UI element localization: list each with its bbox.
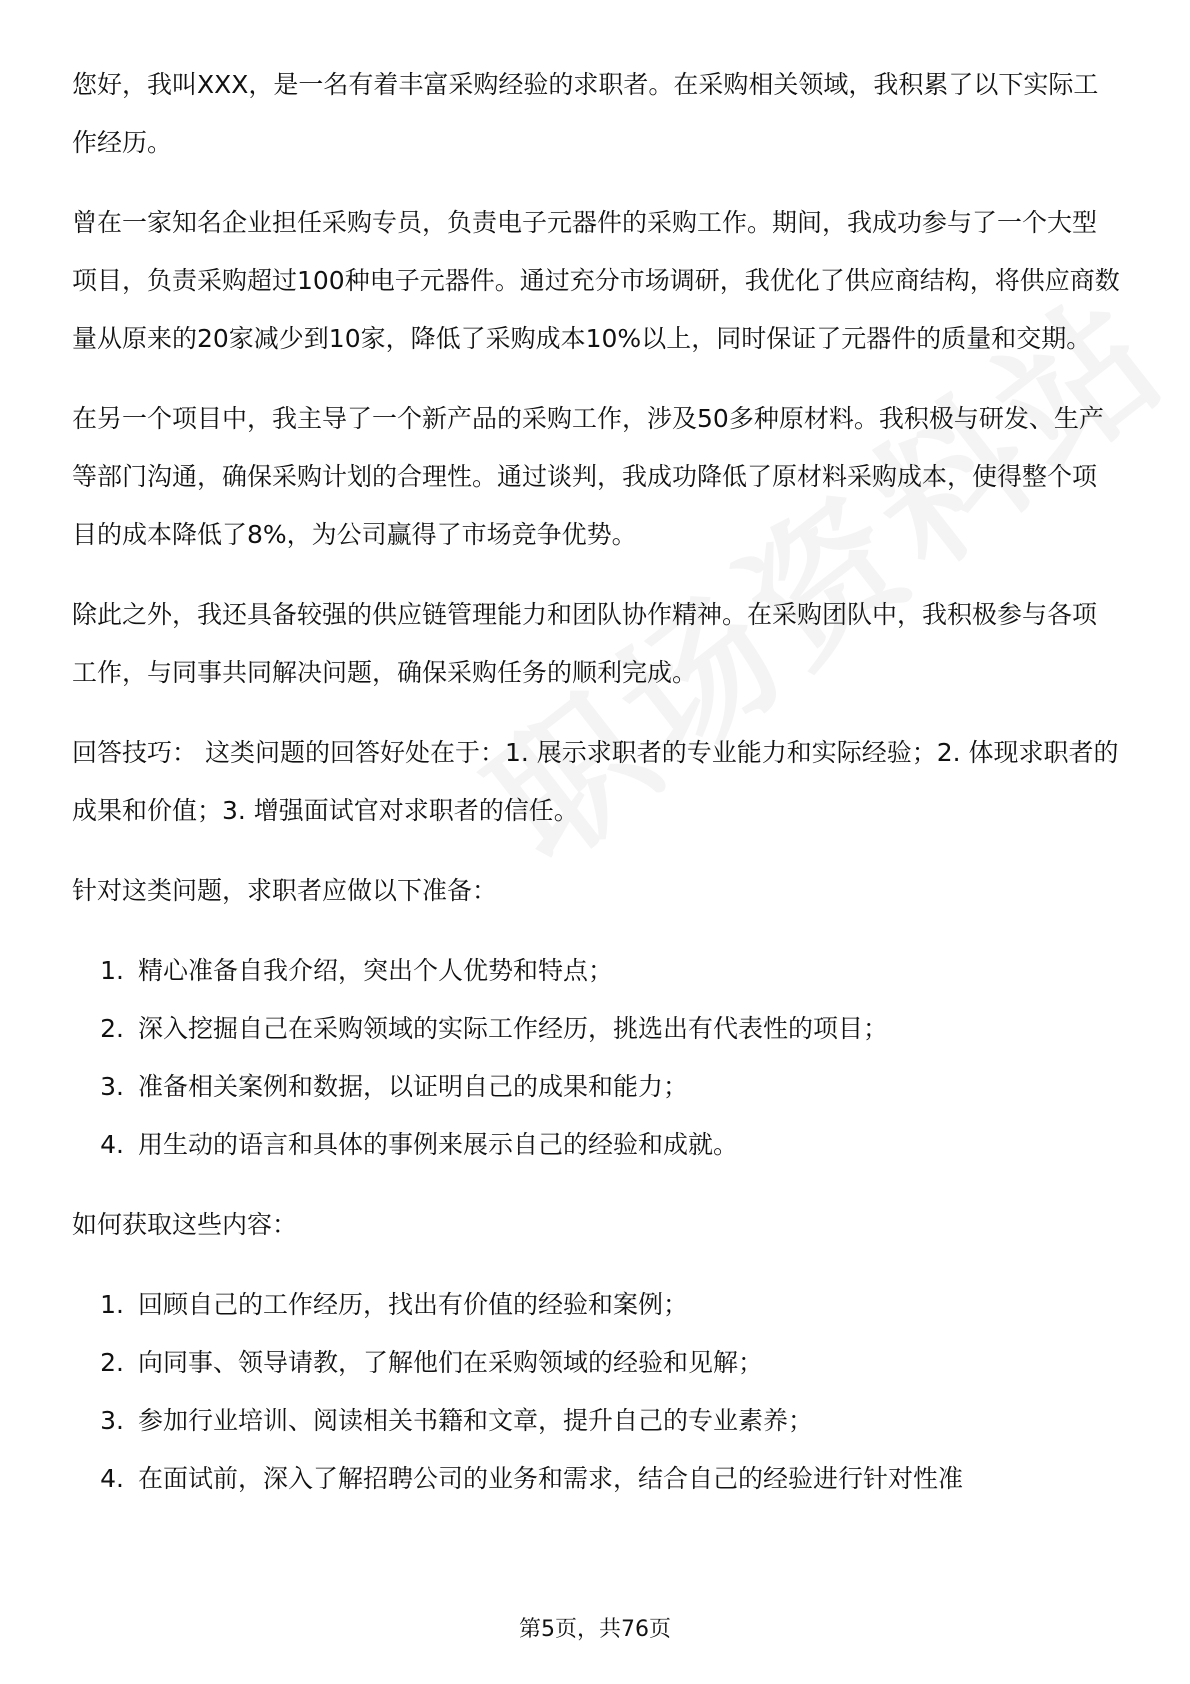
page-footer: 第5页，共76页 bbox=[519, 1617, 671, 1642]
list-item bbox=[72, 1058, 1120, 1116]
list-number: 4. bbox=[100, 1130, 124, 1159]
list-item bbox=[72, 1450, 1120, 1508]
list-number: 4. bbox=[100, 1464, 124, 1493]
list-number: 1. bbox=[100, 956, 124, 985]
list-number: 1. bbox=[100, 1290, 124, 1319]
how-list bbox=[72, 1276, 1120, 1508]
list-item bbox=[72, 1276, 1120, 1334]
list-text: 参加行业培训、阅读相关书籍和文章，提升自己的专业素养； bbox=[138, 1406, 814, 1435]
list-item bbox=[72, 1392, 1120, 1450]
paragraph-experience-1: 曾在一家知名企业担任采购专员，负责电子元器件的采购工作。期间，我成功参与了一个大型项目，负责采购超过100种电子元器件。通过充分市场调研，我优化了供应商结构，将供应商数量从原来的20家减少到10家，降低了采购成本10%以上，同时保证了元器件的质量和交期。 bbox=[72, 208, 1120, 353]
list-number: 2. bbox=[100, 1348, 124, 1377]
list-item bbox=[72, 942, 1120, 1000]
list-text: 用生动的语言和具体的事例来展示自己的经验和成就。 bbox=[138, 1130, 739, 1159]
list-item bbox=[72, 1334, 1120, 1392]
list-text: 在面试前，深入了解招聘公司的业务和需求，结合自己的经验进行针对性准 bbox=[138, 1464, 964, 1493]
paragraph-experience-2: 在另一个项目中，我主导了一个新产品的采购工作，涉及50多种原材料。我积极与研发、生产等部门沟通，确保采购计划的合理性。通过谈判，我成功降低了原材料采购成本，使得整个项目的成本降低了8%，为公司赢得了市场竞争优势。 bbox=[72, 404, 1104, 549]
list-text: 回顾自己的工作经历，找出有价值的经验和案例； bbox=[138, 1290, 689, 1319]
list-text: 精心准备自我介绍，突出个人优势和特点； bbox=[138, 956, 614, 985]
paragraph-answer-tips: 回答技巧： 这类问题的回答好处在于：1. 展示求职者的专业能力和实际经验；2. 体现求职者的成果和价值；3. 增强面试官对求职者的信任。 bbox=[72, 738, 1119, 825]
paragraph-prep-heading: 针对这类问题，求职者应做以下准备： bbox=[72, 876, 498, 905]
paragraph-skills: 除此之外，我还具备较强的供应链管理能力和团队协作精神。在采购团队中，我积极参与各项工作，与同事共同解决问题，确保采购任务的顺利完成。 bbox=[72, 600, 1098, 687]
list-item bbox=[72, 1116, 1120, 1174]
list-number: 3. bbox=[100, 1072, 124, 1101]
list-number: 2. bbox=[100, 1014, 124, 1043]
list-text: 向同事、领导请教，了解他们在采购领域的经验和见解； bbox=[138, 1348, 764, 1377]
list-item bbox=[72, 1000, 1120, 1058]
paragraph-intro: 您好，我叫XXX，是一名有着丰富采购经验的求职者。在采购相关领域，我积累了以下实际工作经历。 bbox=[72, 70, 1099, 157]
list-number: 3. bbox=[100, 1406, 124, 1435]
list-text: 准备相关案例和数据，以证明自己的成果和能力； bbox=[138, 1072, 689, 1101]
list-text: 深入挖掘自己在采购领域的实际工作经历，挑选出有代表性的项目； bbox=[138, 1014, 889, 1043]
prep-list bbox=[72, 942, 1120, 1174]
document-body bbox=[72, 56, 1120, 1530]
paragraph-how-heading: 如何获取这些内容： bbox=[72, 1210, 298, 1239]
